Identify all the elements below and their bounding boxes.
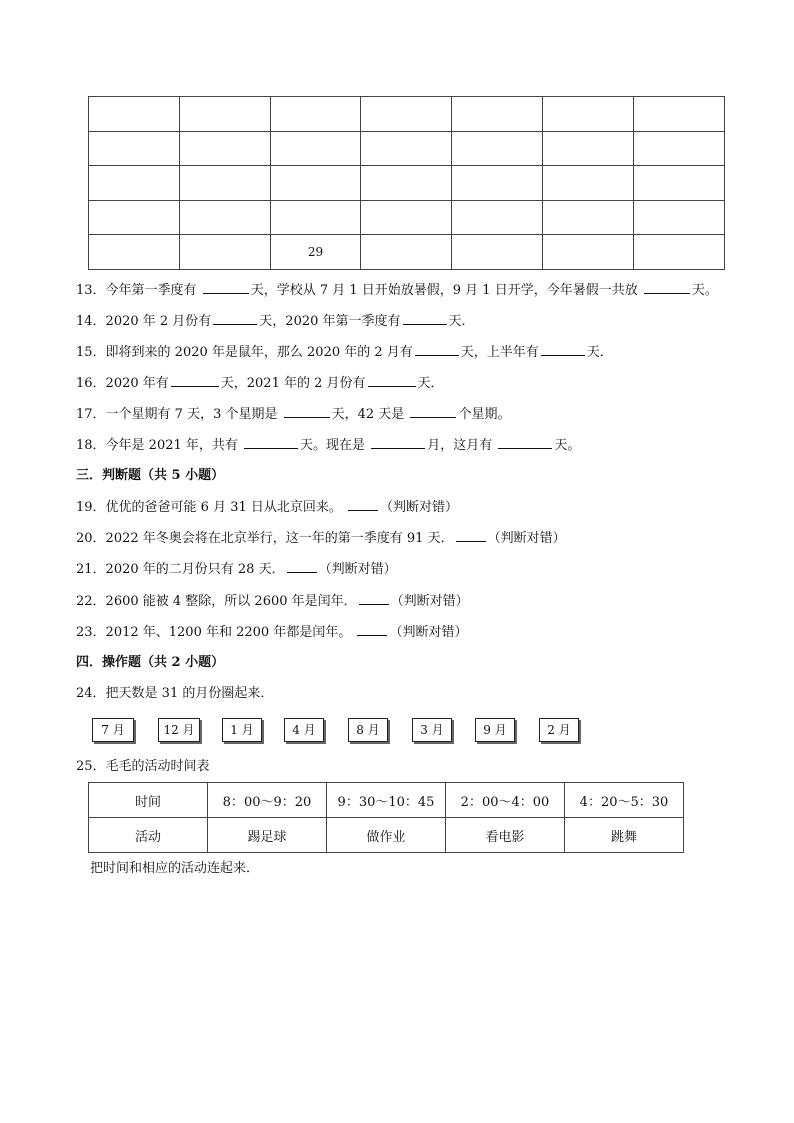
question-20 bbox=[76, 529, 566, 548]
activity-schedule-table bbox=[88, 782, 684, 853]
calendar-cell bbox=[452, 200, 543, 235]
calendar-cell bbox=[179, 166, 270, 201]
calendar-table bbox=[88, 96, 725, 270]
calendar-cell bbox=[89, 166, 180, 201]
calendar-cell: 29 bbox=[270, 235, 361, 270]
schedule-activity-cell[interactable]: 跳舞 bbox=[565, 818, 684, 853]
question-text: 天。现在是 bbox=[300, 438, 366, 453]
calendar-cell bbox=[89, 131, 180, 166]
month-option[interactable]: 12 月 bbox=[158, 718, 200, 742]
question-text: 20．2022 年冬奥会将在北京举行，这一年的第一季度有 91 天． bbox=[76, 531, 454, 546]
calendar-cell bbox=[452, 97, 543, 132]
answer-blank[interactable] bbox=[357, 623, 387, 636]
question-text: 16．2020 年有 bbox=[76, 376, 169, 391]
question-19 bbox=[76, 498, 458, 517]
question-21 bbox=[76, 560, 397, 579]
schedule-activity-cell[interactable]: 踢足球 bbox=[208, 818, 327, 853]
month-option[interactable]: 3 月 bbox=[412, 718, 452, 742]
question-13 bbox=[76, 281, 718, 300]
answer-blank[interactable] bbox=[368, 374, 416, 387]
question-text: 个星期。 bbox=[458, 407, 511, 422]
answer-blank[interactable] bbox=[456, 529, 486, 542]
calendar-cell bbox=[179, 235, 270, 270]
question-text: 天，上半年有 bbox=[460, 345, 539, 360]
schedule-time-cell[interactable]: 8：00～9：20 bbox=[208, 783, 327, 818]
question-15 bbox=[76, 343, 613, 362]
month-option[interactable]: 2 月 bbox=[539, 718, 579, 742]
question-text: 22．2600 能被 4 整除，所以 2600 年是闰年． bbox=[76, 594, 357, 609]
answer-blank[interactable] bbox=[541, 343, 585, 356]
calendar-cell bbox=[452, 131, 543, 166]
answer-blank[interactable] bbox=[371, 436, 425, 449]
answer-blank[interactable] bbox=[498, 436, 552, 449]
question-text: 18．今年是 2021 年，共有 bbox=[76, 438, 238, 453]
question-text: 月，这月有 bbox=[427, 438, 493, 453]
question-text: （判断对错） bbox=[390, 594, 469, 609]
month-option[interactable]: 8 月 bbox=[348, 718, 388, 742]
calendar-cell bbox=[270, 131, 361, 166]
calendar-cell bbox=[542, 200, 633, 235]
month-option[interactable]: 7 月 bbox=[92, 718, 134, 742]
question-text: 23．2012 年、1200 年和 2200 年都是闰年。 bbox=[76, 625, 352, 640]
section-heading-judgement: 三．判断题（共 5 小题） bbox=[76, 468, 225, 483]
calendar-cell bbox=[361, 200, 452, 235]
question-24: 24．把天数是 31 的月份圈起来． bbox=[76, 686, 274, 701]
question-text: 天，2020 年第一季度有 bbox=[259, 314, 401, 329]
schedule-activity-cell[interactable]: 做作业 bbox=[327, 818, 446, 853]
question-text: （判断对错） bbox=[380, 500, 459, 515]
question-text: 天。 bbox=[554, 438, 581, 453]
answer-blank[interactable] bbox=[415, 343, 459, 356]
calendar-cell bbox=[542, 235, 633, 270]
question-18 bbox=[76, 436, 580, 455]
calendar-cell bbox=[179, 131, 270, 166]
table-row bbox=[89, 97, 725, 132]
question-text: 天，42 天是 bbox=[331, 407, 405, 422]
schedule-header-time: 时间 bbox=[89, 783, 208, 818]
question-14 bbox=[76, 312, 475, 331]
calendar-cell bbox=[542, 166, 633, 201]
question-text: 天． bbox=[448, 314, 475, 329]
table-row bbox=[89, 818, 684, 853]
question-text: 14．2020 年 2 月份有 bbox=[76, 314, 212, 329]
question-text: 15．即将到来的 2020 年是鼠年，那么 2020 年的 2 月有 bbox=[76, 345, 413, 360]
calendar-cell bbox=[89, 235, 180, 270]
question-text: 天，2021 年的 2 月份有 bbox=[220, 376, 366, 391]
table-row bbox=[89, 783, 684, 818]
calendar-cell bbox=[633, 97, 724, 132]
calendar-cell bbox=[452, 235, 543, 270]
answer-blank[interactable] bbox=[287, 560, 317, 573]
question-23 bbox=[76, 623, 467, 642]
question-25-instruction: 把时间和相应的活动连起来． bbox=[90, 861, 260, 876]
calendar-cell bbox=[633, 131, 724, 166]
question-text: 天，学校从 7 月 1 日开始放暑假，9 月 1 日开学，今年暑假一共放 bbox=[250, 283, 638, 298]
question-text: 天． bbox=[586, 345, 613, 360]
calendar-cell bbox=[542, 97, 633, 132]
month-option[interactable]: 4 月 bbox=[284, 718, 324, 742]
calendar-cell bbox=[633, 200, 724, 235]
schedule-time-cell[interactable]: 9：30～10：45 bbox=[327, 783, 446, 818]
answer-blank[interactable] bbox=[403, 312, 447, 325]
question-text: 天。 bbox=[691, 283, 718, 298]
calendar-cell bbox=[270, 200, 361, 235]
table-row bbox=[89, 166, 725, 201]
question-text: 21．2020 年的二月份只有 28 天． bbox=[76, 562, 285, 577]
month-options bbox=[92, 718, 592, 744]
answer-blank[interactable] bbox=[410, 405, 456, 418]
answer-blank[interactable] bbox=[644, 281, 690, 294]
question-text: 17．一个星期有 7 天，3 个星期是 bbox=[76, 407, 278, 422]
calendar-cell bbox=[270, 97, 361, 132]
answer-blank[interactable] bbox=[284, 405, 330, 418]
calendar-cell bbox=[89, 200, 180, 235]
answer-blank[interactable] bbox=[348, 498, 378, 511]
calendar-cell bbox=[89, 97, 180, 132]
calendar-cell bbox=[270, 166, 361, 201]
month-option[interactable]: 1 月 bbox=[222, 718, 262, 742]
calendar-cell bbox=[361, 131, 452, 166]
section-heading-operation: 四．操作题（共 2 小题） bbox=[76, 655, 225, 670]
answer-blank[interactable] bbox=[359, 592, 389, 605]
calendar-cell bbox=[179, 97, 270, 132]
question-16 bbox=[76, 374, 444, 393]
calendar-cell bbox=[179, 200, 270, 235]
table-row bbox=[89, 235, 725, 270]
schedule-activity-cell[interactable]: 看电影 bbox=[446, 818, 565, 853]
question-text: 19．优优的爸爸可能 6 月 31 日从北京回来。 bbox=[76, 500, 342, 515]
answer-blank[interactable] bbox=[244, 436, 298, 449]
answer-blank[interactable] bbox=[213, 312, 257, 325]
question-text: 天． bbox=[417, 376, 444, 391]
schedule-time-cell[interactable]: 4：20～5：30 bbox=[565, 783, 684, 818]
table-row bbox=[89, 200, 725, 235]
answer-blank[interactable] bbox=[203, 281, 249, 294]
calendar-cell bbox=[542, 131, 633, 166]
question-25: 25．毛毛的活动时间表 bbox=[76, 759, 210, 774]
calendar-cell bbox=[361, 97, 452, 132]
question-text: （判断对错） bbox=[487, 531, 566, 546]
calendar-cell bbox=[633, 166, 724, 201]
schedule-time-cell[interactable]: 2：00～4：00 bbox=[446, 783, 565, 818]
table-row bbox=[89, 131, 725, 166]
question-text: （判断对错） bbox=[318, 562, 397, 577]
calendar-cell bbox=[361, 166, 452, 201]
calendar-cell bbox=[633, 235, 724, 270]
answer-blank[interactable] bbox=[171, 374, 219, 387]
month-option[interactable]: 9 月 bbox=[475, 718, 515, 742]
question-17 bbox=[76, 405, 510, 424]
question-text: （判断对错） bbox=[389, 625, 468, 640]
calendar-cell bbox=[361, 235, 452, 270]
question-22 bbox=[76, 592, 469, 611]
schedule-header-activity: 活动 bbox=[89, 818, 208, 853]
calendar-cell bbox=[452, 166, 543, 201]
question-text: 13．今年第一季度有 bbox=[76, 283, 197, 298]
